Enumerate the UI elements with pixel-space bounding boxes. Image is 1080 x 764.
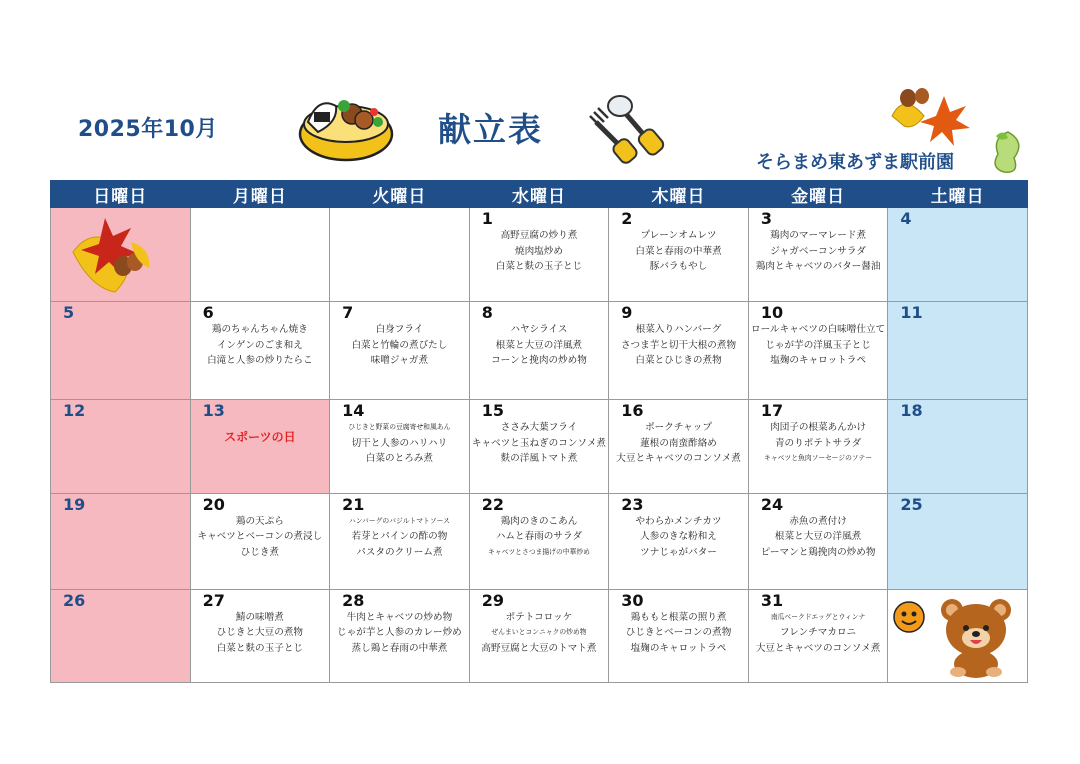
menu-item: 蓮根の南蛮酢絡め: [640, 437, 717, 449]
menu-item: 麩の洋風トマト煮: [500, 453, 578, 465]
day-cell: [330, 589, 470, 682]
day-number: 8: [481, 303, 493, 323]
day-cell: [609, 589, 749, 682]
day-number: 19: [63, 494, 86, 514]
menu-item: コーンと挽肉の炒め物: [491, 355, 587, 367]
menu-item: 塩麹のキャロットラペ: [630, 642, 727, 654]
menu-item: 赤魚の煮付け: [789, 515, 847, 527]
menu-item: 根菜と大豆の洋風煮: [495, 339, 583, 351]
menu-item: 南瓜ベークドエッグとウィンナ: [770, 612, 866, 621]
menu-item: ぜんまいとコンニャクの炒め物: [491, 628, 587, 637]
day-number: 26: [63, 590, 86, 610]
menu-item: 青のりポテトサラダ: [774, 437, 862, 449]
day-number: 20: [202, 494, 225, 514]
menu-item: 鶏肉のマーマレード煮: [770, 230, 867, 241]
menu-item: 鶏ももと根菜の照り煮: [630, 611, 727, 623]
menu-item: やわらかメンチカツ: [635, 515, 722, 527]
day-number: 11: [900, 303, 923, 323]
menu-item: 根菜と大豆の洋風煮: [774, 531, 862, 543]
day-cell: [51, 589, 191, 682]
day-number: 2: [621, 209, 633, 228]
day-number: 12: [63, 401, 86, 421]
day-number: 22: [481, 494, 504, 514]
menu-item: 白菜と竹輪の煮びたし: [351, 339, 448, 351]
day-cell: [748, 493, 888, 589]
day-cell: [51, 208, 191, 302]
menu-item: キャベツと魚肉ソーセージのソテー: [764, 454, 873, 463]
day-cell: [888, 400, 1028, 493]
day-cell: [330, 400, 470, 493]
menu-item: 白滝と人参の炒りたらこ: [207, 355, 313, 367]
day-number: 31: [760, 590, 784, 610]
day-number: 27: [202, 590, 225, 610]
menu-item: じゃが芋と人参のカレー炒め: [337, 627, 462, 639]
menu-item: プレーンオムレツ: [640, 230, 717, 241]
day-number: 1: [481, 209, 493, 228]
week-row: [51, 400, 1028, 493]
day-cell: [190, 493, 330, 589]
menu-item: ジャガベーコンサラダ: [770, 245, 866, 257]
day-number: 25: [900, 494, 923, 514]
day-number: [330, 208, 469, 228]
day-cell: [51, 400, 191, 493]
day-number: 6: [202, 303, 214, 323]
weekday-header: 火曜日: [330, 181, 470, 208]
day-number: 18: [900, 401, 923, 421]
menu-item: 鶏の天ぷら: [235, 515, 284, 527]
halloween-badge-icon: [892, 600, 926, 634]
day-number: [191, 208, 330, 228]
menu-item: インゲンのごま和え: [216, 339, 303, 351]
day-number: 15: [481, 401, 504, 421]
weekday-header: 土曜日: [888, 181, 1028, 208]
day-number: 23: [621, 494, 644, 514]
day-cell: [609, 208, 749, 302]
day-cell: [609, 400, 749, 493]
week-row: [51, 302, 1028, 400]
weekday-header: 月曜日: [190, 181, 330, 208]
menu-item: じゃが芋の洋風玉子とじ: [765, 339, 871, 351]
menu-calendar: [50, 180, 1028, 683]
menu-item: ハンバーグのバジルトマトソース: [348, 516, 450, 525]
menu-item: ひじきと大豆の煮物: [216, 627, 304, 639]
day-number: 7: [342, 303, 354, 323]
menu-item: さつま芋と切干大根の煮物: [620, 339, 737, 351]
autumn-leaves-icon: [884, 86, 974, 152]
day-cell: [469, 493, 609, 589]
day-number: 4: [900, 209, 912, 228]
holiday-name: スポーツの日: [224, 430, 296, 445]
menu-item: 切干と人参のハリハリ: [351, 437, 448, 449]
day-cell: [469, 589, 609, 682]
day-cell: [330, 208, 470, 302]
menu-item: ポテトコロッケ: [505, 611, 573, 623]
menu-item: 塩麹のキャロットラペ: [770, 355, 866, 367]
bear-icon: [936, 596, 1016, 678]
page-title: 献立表: [438, 110, 543, 149]
day-cell: [748, 208, 888, 302]
day-number: 13: [202, 401, 225, 421]
menu-item: 焼肉塩炒め: [514, 245, 563, 257]
weekday-header: 日曜日: [51, 181, 191, 208]
menu-item: 肉団子の根菜あんかけ: [770, 422, 867, 434]
menu-item: 味噌ジャガ煮: [370, 355, 429, 367]
autumn-leaves-icon: [65, 212, 159, 298]
menu-item: ハムと春雨のサラダ: [495, 531, 583, 543]
menu-item: 鶏肉のきのこあん: [500, 515, 578, 527]
day-cell: [888, 302, 1028, 400]
menu-item: 大豆とキャベツのコンソメ煮: [616, 453, 741, 465]
day-number: 21: [342, 494, 365, 514]
day-cell: [888, 493, 1028, 589]
week-row: [51, 493, 1028, 589]
weekday-header-row: [51, 181, 1028, 208]
day-cell: [888, 208, 1028, 302]
day-number: 9: [621, 303, 633, 323]
menu-item: 根菜入りハンバーグ: [635, 324, 722, 336]
menu-item: キャベツと玉ねぎのコンソメ煮: [471, 437, 607, 449]
day-cell: [609, 302, 749, 400]
day-cell: [609, 493, 749, 589]
calendar-body: [51, 208, 1028, 683]
day-cell: [748, 589, 888, 682]
menu-item: 大豆とキャベツのコンソメ煮: [755, 642, 881, 654]
day-cell: [469, 400, 609, 493]
menu-item: 白身フライ: [375, 324, 424, 336]
day-number: 10: [760, 303, 784, 323]
day-number: 14: [342, 401, 365, 421]
day-number: 29: [481, 590, 504, 610]
menu-item: 白菜と麩の玉子とじ: [495, 261, 583, 272]
day-cell: [748, 400, 888, 493]
menu-item: 豚バラもやし: [649, 261, 708, 272]
day-number: 24: [760, 494, 784, 514]
week-row: [51, 208, 1028, 302]
menu-item: フレンチマカロニ: [780, 627, 857, 639]
weekday-header: 水曜日: [469, 181, 609, 208]
menu-item: 白菜と春雨の中華煮: [635, 245, 722, 257]
spoon-fork-icon: [586, 92, 672, 164]
school-name: そらまめ東あずま駅前園: [756, 152, 954, 173]
menu-item: ひじきとベーコンの煮物: [625, 627, 732, 639]
day-cell: [190, 589, 330, 682]
weekday-header: 木曜日: [609, 181, 749, 208]
day-number: 28: [342, 590, 365, 610]
menu-item: 白菜とひじきの煮物: [635, 355, 722, 367]
day-number: 30: [621, 590, 644, 610]
menu-item: パスタのクリーム煮: [356, 546, 443, 558]
day-cell: [469, 302, 609, 400]
day-cell: [51, 493, 191, 589]
day-number: 5: [63, 303, 75, 323]
day-number: 3: [760, 209, 772, 228]
day-cell: [51, 302, 191, 400]
menu-item: ひじき煮: [240, 546, 280, 558]
menu-item: 鯖の味噌煮: [235, 611, 284, 623]
menu-item: ハヤシライス: [510, 324, 568, 336]
menu-item: ツナじゃがバター: [640, 546, 717, 558]
day-cell: [888, 589, 1028, 682]
menu-item: 鶏のちゃんちゃん焼き: [211, 324, 308, 336]
menu-item: 白菜と麩の玉子とじ: [216, 642, 304, 654]
menu-item: ひじきと野菜の豆腐寄せ和風あん: [348, 423, 451, 432]
week-row: [51, 589, 1028, 682]
menu-item: 牛肉とキャベツの炒め物: [346, 611, 453, 623]
day-cell: [190, 208, 330, 302]
day-number: 17: [760, 401, 784, 421]
day-cell: [748, 302, 888, 400]
menu-item: ささみ大葉フライ: [500, 422, 578, 434]
menu-item: 蒸し鶏と春雨の中華煮: [351, 642, 448, 654]
menu-item: 高野豆腐の炒り煮: [500, 230, 578, 241]
menu-item: 鶏肉とキャベツのバター醤油: [755, 261, 881, 272]
day-cell: [330, 302, 470, 400]
sprout-icon: [986, 128, 1030, 176]
bento-box-icon: [298, 92, 394, 164]
menu-item: 若芽とパインの酢の物: [351, 531, 448, 543]
menu-item: キャベツとベーコンの煮浸し: [197, 531, 323, 543]
menu-item: ピーマンと鶏挽肉の炒め物: [760, 546, 876, 558]
month-label: 2025年10月: [78, 117, 218, 142]
menu-item: 白菜のとろみ煮: [365, 453, 433, 465]
day-cell: [190, 302, 330, 400]
menu-item: キャベツとさつま揚げの中華炒め: [487, 547, 590, 556]
menu-item: ポークチャップ: [645, 422, 712, 434]
weekday-header: 金曜日: [748, 181, 888, 208]
menu-item: ロールキャベツの白味噌仕立て: [751, 324, 886, 336]
day-cell: [469, 208, 609, 302]
day-cell: [330, 493, 470, 589]
menu-item: 高野豆腐と大豆のトマト煮: [481, 642, 597, 654]
day-number: 16: [621, 401, 644, 421]
menu-item: 人参のきな粉和え: [640, 531, 717, 543]
day-cell: [190, 400, 330, 493]
